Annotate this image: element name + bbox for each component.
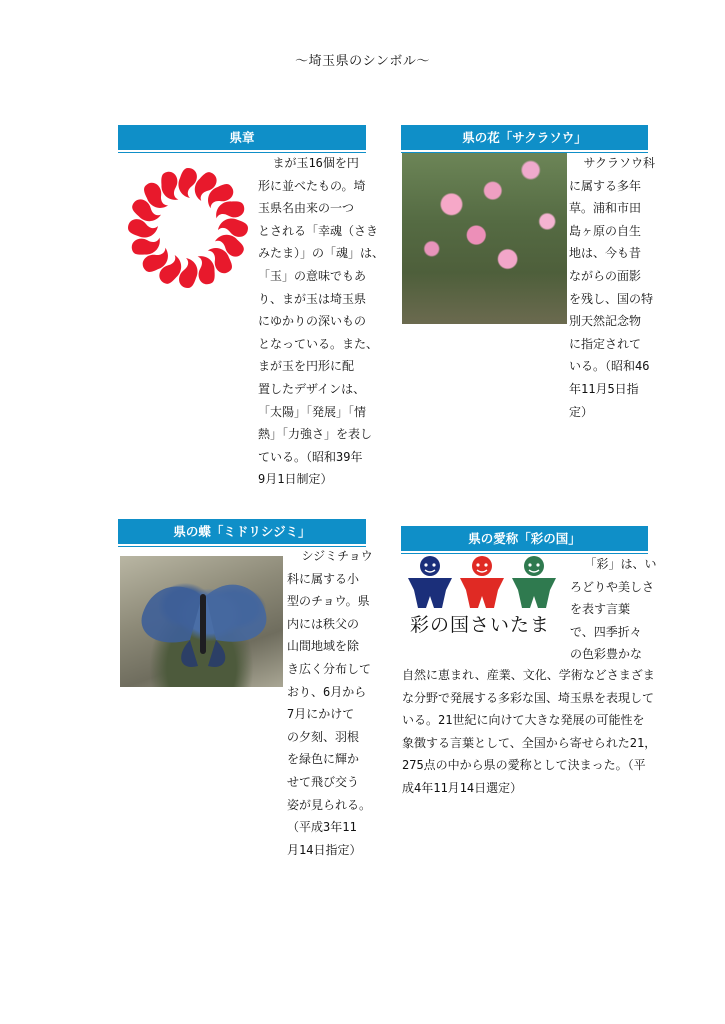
magatama-ring-icon (120, 160, 256, 296)
butterfly-heading: 県の蝶「ミドリシジミ」 (118, 519, 366, 544)
butterfly-description: シジミチョウ 科に属する小 型のチョウ。県 内には秩父の 山間地域を除 き広く分布して おり、6月から 7月にかけて の夕刻、羽根 を緑色に輝か せて飛び交う 姿が見られる。 （平成3年11 月14日指定） (287, 549, 373, 857)
flower-heading: 県の花「サクラソウ」 (401, 125, 648, 150)
magatama-shape (218, 218, 248, 236)
sainokuni-mascot-figures (402, 554, 562, 610)
nickname-body-text: 自然に恵まれ、産業、文化、学術などさまざま な分野で発展する多彩な国、埼玉県を表現して いる。21世紀に向けて大きな発展の可能性を 象徴する言葉として、全国から寄せられた21， 275点の中から県の愛称として決まった。（平 成4年11月14日選定） (402, 668, 657, 795)
mascot-figure (460, 556, 504, 608)
mascot-figure (408, 556, 452, 608)
emblem-heading: 県章 (118, 125, 366, 150)
midorishijimi-photo (120, 556, 283, 687)
sainokuni-logo-text: 彩の国さいたま (410, 614, 551, 636)
flower-description: サクラソウ科 に属する多年 草。浦和市田 島ヶ原の自生 地は、今も昔 ながらの面影 を残し、国の特 別天然記念物 に指定されて いる。（昭和46 年11月5日指 定） (569, 156, 655, 419)
sakurasou-photo (402, 153, 567, 324)
page-title: 〜埼玉県のシンボル〜 (295, 54, 430, 69)
nickname-side-text: 「彩」は、い ろどりや美しさ を表す言葉 で、四季折々 の色彩豊かな (570, 557, 657, 662)
magatama-shape (179, 258, 197, 288)
magatama-shape (128, 219, 158, 237)
emblem-description: まが玉16個を円 形に並べたもの。埼 玉県名由来の一つ とされる「幸魂（さき みたま）」の「魂」は、 「玉」の意味でもあ り、まが玉は埼玉県 にゆかりの深いもの となっている。また、 まが玉を円形に配 置したデザインは、 「太陽」「発展」「情 熱」「力強さ」を表し ている。（昭和39年 9月1日制定） (258, 156, 385, 487)
magatama-shape (178, 168, 196, 198)
mascot-figure (512, 556, 556, 608)
nickname-heading: 県の愛称「彩の国」 (401, 526, 648, 551)
